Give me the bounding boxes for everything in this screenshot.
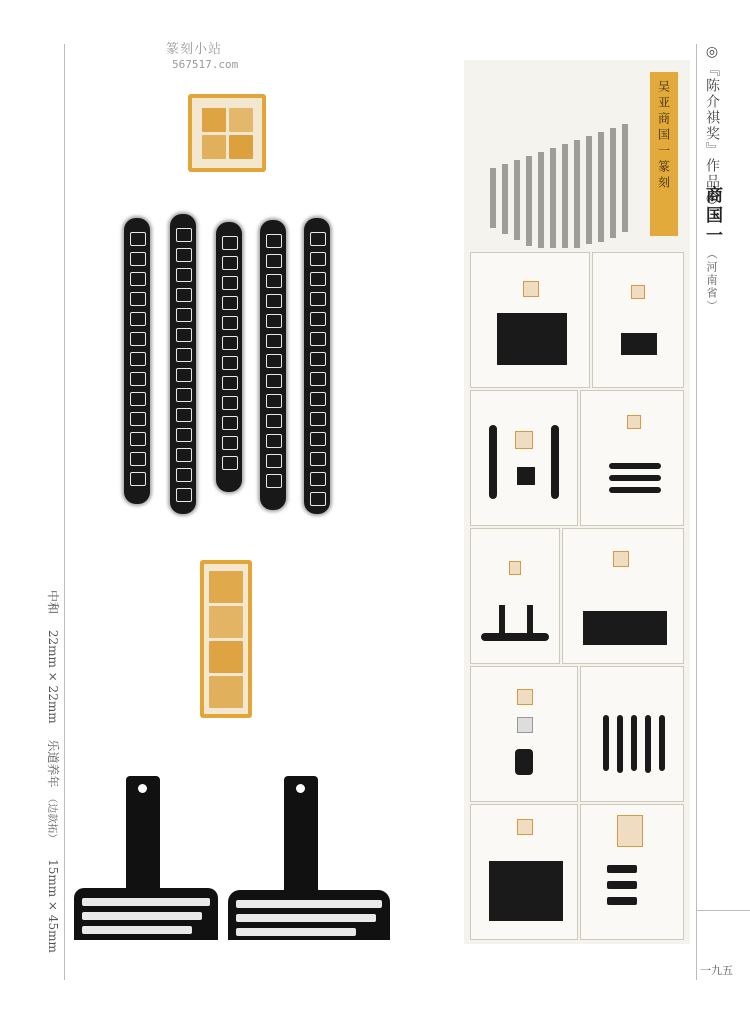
rubbing-glyph	[130, 452, 146, 466]
rubbing-strip-2	[170, 214, 196, 514]
seal-glyph	[209, 606, 243, 638]
frame-9	[470, 804, 578, 940]
rubbing-glyph	[266, 454, 282, 468]
rubbing-glyph	[266, 254, 282, 268]
rubbing-glyph	[310, 252, 326, 266]
caption-column	[45, 590, 62, 965]
rubbing-glyph	[222, 456, 238, 470]
spade-coin-rubbing-1	[74, 776, 218, 940]
rubbing-glyph	[176, 428, 192, 442]
rubbing-glyph	[222, 296, 238, 310]
rubbing-glyph	[176, 468, 192, 482]
rubbing-glyph	[222, 416, 238, 430]
rubbing-glyph	[130, 352, 146, 366]
rubbing-glyph	[222, 336, 238, 350]
seal-zhonghe	[188, 94, 266, 172]
seal2-size: 15mm × 45mm	[46, 859, 60, 953]
rubbing-glyph	[130, 432, 146, 446]
rubbing-glyph	[222, 256, 238, 270]
series-title: ◎『陈介祺奖』作品◎	[704, 44, 720, 208]
rubbing-strip-3	[216, 222, 242, 492]
rubbing-glyph	[266, 354, 282, 368]
rubbing-glyph	[266, 374, 282, 388]
rubbing-glyph	[176, 488, 192, 502]
watermark-url: 567517.com	[172, 58, 239, 71]
rubbing-glyph	[266, 414, 282, 428]
rubbing-glyph	[130, 392, 146, 406]
rubbing-glyph	[310, 372, 326, 386]
frame-7	[470, 666, 578, 802]
page-number: 一九五	[700, 964, 733, 977]
rubbing-glyph	[266, 274, 282, 288]
rubbing-glyph	[130, 292, 146, 306]
inscription-column	[574, 140, 580, 248]
rubbing-glyph	[266, 314, 282, 328]
seal2-note: （边款拓）	[46, 793, 57, 844]
rubbing-glyph	[130, 272, 146, 286]
seal-glyph	[229, 135, 253, 159]
seal-glyph	[202, 108, 226, 132]
seal-glyph	[202, 135, 226, 159]
rubbing-glyph	[310, 392, 326, 406]
work-label-strip	[650, 72, 678, 236]
rubbing-glyph	[310, 272, 326, 286]
seal-glyph	[209, 676, 243, 708]
work-title: 商国一	[702, 186, 722, 246]
rubbing-glyph	[266, 434, 282, 448]
watermark-site-name: 篆刻小站	[166, 42, 223, 57]
inscription-column	[610, 128, 616, 238]
rubbing-glyph	[176, 448, 192, 462]
rubbing-glyph	[176, 268, 192, 282]
rubbing-strip-4	[260, 220, 286, 510]
inscription-column	[586, 136, 592, 244]
rubbing-glyph	[310, 452, 326, 466]
frame-4	[580, 390, 684, 526]
rubbing-glyph	[266, 474, 282, 488]
frame-10	[580, 804, 684, 940]
inscription-column	[502, 164, 508, 234]
rubbing-glyph	[310, 332, 326, 346]
inscription-column	[538, 152, 544, 248]
rubbing-glyph	[130, 412, 146, 426]
rubbing-glyph	[176, 228, 192, 242]
rubbing-strip-5	[304, 218, 330, 514]
rubbing-glyph	[222, 436, 238, 450]
rubbing-glyph	[176, 348, 192, 362]
inscription-column	[526, 156, 532, 246]
frame-6	[562, 528, 684, 664]
rubbing-glyph	[310, 352, 326, 366]
rubbing-glyph	[130, 252, 146, 266]
rubbing-glyph	[176, 308, 192, 322]
rubbing-glyph	[130, 372, 146, 386]
seal-glyph	[209, 571, 243, 603]
rubbing-glyph	[222, 316, 238, 330]
inscription-column	[598, 132, 604, 242]
footer-rule	[696, 910, 750, 911]
rubbing-glyph	[222, 276, 238, 290]
seal-ledaoyangnian	[200, 560, 252, 718]
work-province: （河南省）	[705, 248, 718, 313]
rubbing-glyph	[266, 394, 282, 408]
frame-1	[470, 252, 590, 388]
rubbing-glyph	[310, 432, 326, 446]
seal-glyph	[209, 641, 243, 673]
rubbing-glyph	[222, 396, 238, 410]
rubbing-glyph	[130, 472, 146, 486]
rubbing-glyph	[310, 292, 326, 306]
left-margin-rule	[64, 44, 65, 980]
work-label-text: 吴亚商国一篆刻	[656, 80, 671, 192]
inscription-column	[550, 148, 556, 248]
seal-glyph	[229, 108, 253, 132]
frame-5	[470, 528, 560, 664]
rubbing-glyph	[176, 388, 192, 402]
rubbing-strip-1	[124, 218, 150, 504]
rubbing-glyph	[176, 368, 192, 382]
rubbing-glyph	[130, 232, 146, 246]
rubbing-glyph	[266, 294, 282, 308]
rubbing-glyph	[266, 234, 282, 248]
rubbing-glyph	[130, 312, 146, 326]
rubbing-glyph	[310, 492, 326, 506]
rubbing-glyph	[130, 332, 146, 346]
inscription-column	[514, 160, 520, 240]
rubbing-glyph	[176, 288, 192, 302]
rubbing-glyph	[222, 376, 238, 390]
frame-8	[580, 666, 684, 802]
rubbing-glyph	[310, 412, 326, 426]
seal1-name: 中和	[46, 590, 60, 615]
frame-2	[592, 252, 684, 388]
spade-coin-rubbing-2	[228, 776, 390, 940]
seal1-size: 22mm × 22mm	[46, 629, 60, 724]
seal2-name: 乐道养年	[46, 739, 60, 788]
rubbing-glyph	[176, 408, 192, 422]
rubbing-glyph	[310, 472, 326, 486]
rubbing-glyph	[310, 312, 326, 326]
rubbing-glyph	[266, 334, 282, 348]
inscription-column	[490, 168, 496, 228]
rubbing-glyph	[176, 248, 192, 262]
frame-3	[470, 390, 578, 526]
inscription-column	[622, 124, 628, 232]
rubbing-glyph	[310, 232, 326, 246]
right-margin-rule	[696, 44, 697, 980]
rubbing-glyph	[176, 328, 192, 342]
inscription-column	[562, 144, 568, 248]
rubbing-glyph	[222, 236, 238, 250]
rubbing-glyph	[222, 356, 238, 370]
